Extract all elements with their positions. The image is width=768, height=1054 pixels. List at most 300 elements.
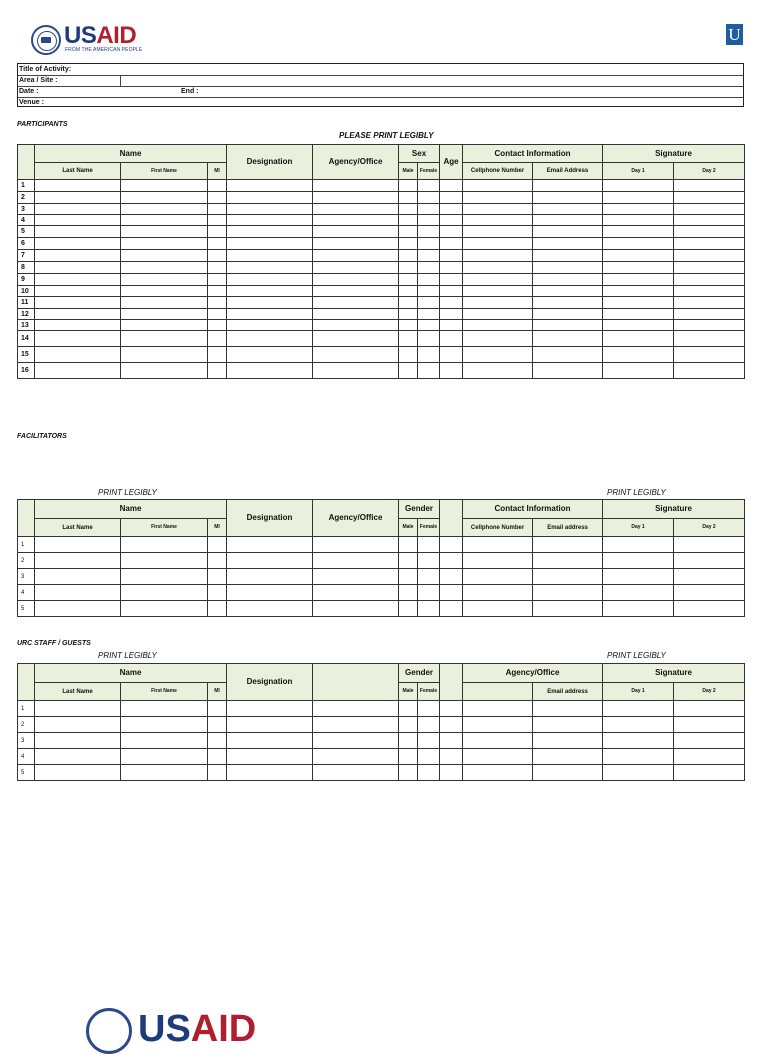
form-cell[interactable] <box>313 180 399 192</box>
form-cell[interactable] <box>35 331 121 347</box>
form-cell[interactable] <box>121 297 208 309</box>
form-cell[interactable] <box>533 717 603 733</box>
form-cell[interactable] <box>533 553 603 569</box>
form-cell[interactable] <box>227 585 313 601</box>
form-cell[interactable] <box>603 320 674 331</box>
form-cell[interactable] <box>121 204 208 215</box>
form-cell[interactable] <box>208 331 227 347</box>
form-cell[interactable] <box>227 347 313 363</box>
form-cell[interactable] <box>399 749 418 765</box>
form-cell[interactable] <box>208 347 227 363</box>
form-cell[interactable] <box>208 585 227 601</box>
form-cell[interactable] <box>440 701 463 717</box>
form-cell[interactable] <box>35 537 121 553</box>
form-cell[interactable] <box>35 749 121 765</box>
form-cell[interactable] <box>35 192 121 204</box>
form-cell[interactable] <box>35 238 121 250</box>
form-cell[interactable] <box>227 320 313 331</box>
form-cell[interactable] <box>35 215 121 226</box>
form-cell[interactable] <box>399 569 418 585</box>
form-cell[interactable] <box>208 363 227 379</box>
form-cell[interactable] <box>440 601 463 617</box>
form-cell[interactable] <box>35 309 121 320</box>
form-cell[interactable] <box>674 347 745 363</box>
form-cell[interactable] <box>313 601 399 617</box>
form-cell[interactable] <box>463 537 533 553</box>
form-cell[interactable] <box>603 215 674 226</box>
form-cell[interactable] <box>208 204 227 215</box>
form-cell[interactable] <box>227 701 313 717</box>
form-cell[interactable] <box>418 733 440 749</box>
form-cell[interactable] <box>227 601 313 617</box>
form-cell[interactable] <box>440 286 463 297</box>
form-cell[interactable] <box>533 585 603 601</box>
form-cell[interactable] <box>227 192 313 204</box>
form-cell[interactable] <box>463 569 533 585</box>
form-cell[interactable] <box>440 363 463 379</box>
form-cell[interactable] <box>313 204 399 215</box>
form-cell[interactable] <box>463 320 533 331</box>
form-cell[interactable] <box>227 180 313 192</box>
form-cell[interactable] <box>603 701 674 717</box>
form-cell[interactable] <box>313 226 399 238</box>
form-cell[interactable] <box>533 180 603 192</box>
form-cell[interactable] <box>208 180 227 192</box>
form-cell[interactable] <box>463 286 533 297</box>
form-cell[interactable] <box>121 238 208 250</box>
form-cell[interactable] <box>603 226 674 238</box>
form-cell[interactable] <box>121 585 208 601</box>
form-cell[interactable] <box>121 226 208 238</box>
form-cell[interactable] <box>533 226 603 238</box>
form-cell[interactable] <box>440 215 463 226</box>
form-cell[interactable] <box>674 749 745 765</box>
form-cell[interactable] <box>674 537 745 553</box>
form-cell[interactable] <box>121 701 208 717</box>
form-cell[interactable] <box>399 320 418 331</box>
form-cell[interactable] <box>674 309 745 320</box>
form-cell[interactable] <box>463 331 533 347</box>
form-cell[interactable] <box>313 286 399 297</box>
form-cell[interactable] <box>227 749 313 765</box>
form-cell[interactable] <box>533 250 603 262</box>
form-cell[interactable] <box>533 537 603 553</box>
form-cell[interactable] <box>208 553 227 569</box>
form-cell[interactable] <box>399 180 418 192</box>
form-cell[interactable] <box>418 204 440 215</box>
form-cell[interactable] <box>227 274 313 286</box>
form-cell[interactable] <box>208 601 227 617</box>
form-cell[interactable] <box>603 238 674 250</box>
form-cell[interactable] <box>35 363 121 379</box>
form-cell[interactable] <box>440 331 463 347</box>
form-cell[interactable] <box>418 537 440 553</box>
form-cell[interactable] <box>35 733 121 749</box>
form-cell[interactable] <box>418 226 440 238</box>
form-cell[interactable] <box>121 717 208 733</box>
form-cell[interactable] <box>121 765 208 781</box>
form-cell[interactable] <box>440 569 463 585</box>
form-cell[interactable] <box>603 286 674 297</box>
form-cell[interactable] <box>418 601 440 617</box>
form-cell[interactable] <box>208 717 227 733</box>
form-cell[interactable] <box>463 553 533 569</box>
form-cell[interactable] <box>313 274 399 286</box>
form-cell[interactable] <box>35 701 121 717</box>
form-cell[interactable] <box>674 701 745 717</box>
form-cell[interactable] <box>533 363 603 379</box>
form-cell[interactable] <box>313 717 399 733</box>
form-cell[interactable] <box>674 215 745 226</box>
form-cell[interactable] <box>208 286 227 297</box>
form-cell[interactable] <box>208 320 227 331</box>
form-cell[interactable] <box>121 180 208 192</box>
form-cell[interactable] <box>399 297 418 309</box>
form-cell[interactable] <box>463 192 533 204</box>
form-cell[interactable] <box>121 537 208 553</box>
form-cell[interactable] <box>533 347 603 363</box>
form-cell[interactable] <box>463 204 533 215</box>
form-cell[interactable] <box>440 204 463 215</box>
form-cell[interactable] <box>208 765 227 781</box>
form-cell[interactable] <box>603 585 674 601</box>
form-cell[interactable] <box>440 749 463 765</box>
form-cell[interactable] <box>227 537 313 553</box>
form-cell[interactable] <box>418 250 440 262</box>
form-cell[interactable] <box>674 250 745 262</box>
form-cell[interactable] <box>418 749 440 765</box>
form-cell[interactable] <box>418 297 440 309</box>
form-cell[interactable] <box>418 180 440 192</box>
form-cell[interactable] <box>463 215 533 226</box>
form-cell[interactable] <box>418 320 440 331</box>
form-cell[interactable] <box>121 309 208 320</box>
form-cell[interactable] <box>440 262 463 274</box>
form-cell[interactable] <box>313 347 399 363</box>
form-cell[interactable] <box>399 733 418 749</box>
form-cell[interactable] <box>313 331 399 347</box>
form-cell[interactable] <box>227 553 313 569</box>
form-cell[interactable] <box>440 238 463 250</box>
form-cell[interactable] <box>121 733 208 749</box>
form-cell[interactable] <box>399 215 418 226</box>
form-cell[interactable] <box>533 701 603 717</box>
form-cell[interactable] <box>603 733 674 749</box>
form-cell[interactable] <box>121 274 208 286</box>
form-cell[interactable] <box>208 309 227 320</box>
form-cell[interactable] <box>674 262 745 274</box>
form-cell[interactable] <box>463 238 533 250</box>
form-cell[interactable] <box>674 585 745 601</box>
form-cell[interactable] <box>440 320 463 331</box>
form-cell[interactable] <box>463 309 533 320</box>
form-cell[interactable] <box>227 215 313 226</box>
form-cell[interactable] <box>440 180 463 192</box>
form-cell[interactable] <box>313 238 399 250</box>
form-cell[interactable] <box>533 749 603 765</box>
form-cell[interactable] <box>35 297 121 309</box>
form-cell[interactable] <box>208 238 227 250</box>
form-cell[interactable] <box>121 363 208 379</box>
form-cell[interactable] <box>440 226 463 238</box>
form-cell[interactable] <box>227 262 313 274</box>
form-cell[interactable] <box>35 180 121 192</box>
form-cell[interactable] <box>463 274 533 286</box>
form-cell[interactable] <box>463 585 533 601</box>
form-cell[interactable] <box>418 363 440 379</box>
form-cell[interactable] <box>674 717 745 733</box>
form-cell[interactable] <box>227 297 313 309</box>
form-cell[interactable] <box>603 601 674 617</box>
form-cell[interactable] <box>674 226 745 238</box>
form-cell[interactable] <box>418 765 440 781</box>
form-cell[interactable] <box>399 585 418 601</box>
form-cell[interactable] <box>440 553 463 569</box>
form-cell[interactable] <box>313 585 399 601</box>
form-cell[interactable] <box>418 192 440 204</box>
form-cell[interactable] <box>463 363 533 379</box>
form-cell[interactable] <box>121 347 208 363</box>
form-cell[interactable] <box>399 274 418 286</box>
form-cell[interactable] <box>603 347 674 363</box>
form-cell[interactable] <box>35 569 121 585</box>
form-cell[interactable] <box>463 250 533 262</box>
form-cell[interactable] <box>399 286 418 297</box>
form-cell[interactable] <box>208 569 227 585</box>
form-cell[interactable] <box>440 585 463 601</box>
form-cell[interactable] <box>313 701 399 717</box>
form-cell[interactable] <box>35 250 121 262</box>
form-cell[interactable] <box>418 309 440 320</box>
form-cell[interactable] <box>463 297 533 309</box>
form-cell[interactable] <box>440 717 463 733</box>
form-cell[interactable] <box>674 331 745 347</box>
form-cell[interactable] <box>313 363 399 379</box>
form-cell[interactable] <box>533 192 603 204</box>
form-cell[interactable] <box>121 749 208 765</box>
form-cell[interactable] <box>674 238 745 250</box>
form-cell[interactable] <box>674 274 745 286</box>
form-cell[interactable] <box>208 274 227 286</box>
form-cell[interactable] <box>399 347 418 363</box>
form-cell[interactable] <box>121 553 208 569</box>
form-cell[interactable] <box>674 733 745 749</box>
form-cell[interactable] <box>533 309 603 320</box>
form-cell[interactable] <box>399 309 418 320</box>
form-cell[interactable] <box>603 204 674 215</box>
form-cell[interactable] <box>674 286 745 297</box>
form-cell[interactable] <box>35 717 121 733</box>
form-cell[interactable] <box>399 250 418 262</box>
form-cell[interactable] <box>603 749 674 765</box>
form-cell[interactable] <box>440 309 463 320</box>
form-cell[interactable] <box>399 765 418 781</box>
form-cell[interactable] <box>463 717 533 733</box>
form-cell[interactable] <box>418 215 440 226</box>
form-cell[interactable] <box>674 320 745 331</box>
form-cell[interactable] <box>35 204 121 215</box>
form-cell[interactable] <box>313 569 399 585</box>
form-cell[interactable] <box>35 286 121 297</box>
form-cell[interactable] <box>313 250 399 262</box>
form-cell[interactable] <box>674 180 745 192</box>
form-cell[interactable] <box>227 569 313 585</box>
form-cell[interactable] <box>208 262 227 274</box>
form-cell[interactable] <box>121 262 208 274</box>
form-cell[interactable] <box>313 733 399 749</box>
form-cell[interactable] <box>674 569 745 585</box>
form-cell[interactable] <box>208 297 227 309</box>
form-cell[interactable] <box>418 286 440 297</box>
form-cell[interactable] <box>440 274 463 286</box>
form-cell[interactable] <box>418 331 440 347</box>
form-cell[interactable] <box>533 601 603 617</box>
form-cell[interactable] <box>463 601 533 617</box>
form-cell[interactable] <box>227 204 313 215</box>
form-cell[interactable] <box>603 363 674 379</box>
form-cell[interactable] <box>533 286 603 297</box>
form-cell[interactable] <box>35 601 121 617</box>
form-cell[interactable] <box>463 749 533 765</box>
form-cell[interactable] <box>121 320 208 331</box>
form-cell[interactable] <box>674 363 745 379</box>
form-cell[interactable] <box>227 331 313 347</box>
form-cell[interactable] <box>313 215 399 226</box>
form-cell[interactable] <box>440 537 463 553</box>
form-cell[interactable] <box>533 297 603 309</box>
form-cell[interactable] <box>399 204 418 215</box>
form-cell[interactable] <box>603 250 674 262</box>
form-cell[interactable] <box>533 215 603 226</box>
form-cell[interactable] <box>603 717 674 733</box>
form-cell[interactable] <box>674 297 745 309</box>
form-cell[interactable] <box>533 331 603 347</box>
form-cell[interactable] <box>313 749 399 765</box>
form-cell[interactable] <box>533 320 603 331</box>
form-cell[interactable] <box>463 262 533 274</box>
form-cell[interactable] <box>603 309 674 320</box>
form-cell[interactable] <box>440 192 463 204</box>
form-cell[interactable] <box>208 192 227 204</box>
form-cell[interactable] <box>603 274 674 286</box>
form-cell[interactable] <box>399 192 418 204</box>
form-cell[interactable] <box>121 601 208 617</box>
form-cell[interactable] <box>399 601 418 617</box>
form-cell[interactable] <box>121 215 208 226</box>
form-cell[interactable] <box>227 309 313 320</box>
form-cell[interactable] <box>313 192 399 204</box>
form-cell[interactable] <box>227 363 313 379</box>
form-cell[interactable] <box>121 286 208 297</box>
form-cell[interactable] <box>208 749 227 765</box>
form-cell[interactable] <box>603 180 674 192</box>
form-cell[interactable] <box>313 262 399 274</box>
form-cell[interactable] <box>533 733 603 749</box>
form-cell[interactable] <box>35 226 121 238</box>
form-cell[interactable] <box>418 585 440 601</box>
form-cell[interactable] <box>463 347 533 363</box>
form-cell[interactable] <box>418 238 440 250</box>
form-cell[interactable] <box>399 537 418 553</box>
form-cell[interactable] <box>399 363 418 379</box>
form-cell[interactable] <box>313 553 399 569</box>
form-cell[interactable] <box>533 204 603 215</box>
form-cell[interactable] <box>313 320 399 331</box>
form-cell[interactable] <box>208 250 227 262</box>
form-cell[interactable] <box>418 347 440 363</box>
form-cell[interactable] <box>35 274 121 286</box>
form-cell[interactable] <box>399 238 418 250</box>
form-cell[interactable] <box>35 765 121 781</box>
form-cell[interactable] <box>418 274 440 286</box>
form-cell[interactable] <box>399 331 418 347</box>
form-cell[interactable] <box>463 733 533 749</box>
form-cell[interactable] <box>418 569 440 585</box>
form-cell[interactable] <box>463 701 533 717</box>
form-cell[interactable] <box>399 226 418 238</box>
form-cell[interactable] <box>35 320 121 331</box>
form-cell[interactable] <box>603 765 674 781</box>
form-cell[interactable] <box>208 226 227 238</box>
form-cell[interactable] <box>533 274 603 286</box>
form-cell[interactable] <box>227 765 313 781</box>
form-cell[interactable] <box>399 701 418 717</box>
form-cell[interactable] <box>227 733 313 749</box>
form-cell[interactable] <box>313 765 399 781</box>
form-cell[interactable] <box>440 733 463 749</box>
form-cell[interactable] <box>603 331 674 347</box>
form-cell[interactable] <box>533 238 603 250</box>
form-cell[interactable] <box>418 717 440 733</box>
form-cell[interactable] <box>208 537 227 553</box>
form-cell[interactable] <box>313 297 399 309</box>
form-cell[interactable] <box>674 601 745 617</box>
form-cell[interactable] <box>674 765 745 781</box>
form-cell[interactable] <box>121 569 208 585</box>
form-cell[interactable] <box>463 180 533 192</box>
form-cell[interactable] <box>208 215 227 226</box>
form-cell[interactable] <box>603 192 674 204</box>
form-cell[interactable] <box>533 262 603 274</box>
form-cell[interactable] <box>35 347 121 363</box>
form-cell[interactable] <box>603 297 674 309</box>
form-cell[interactable] <box>227 238 313 250</box>
form-cell[interactable] <box>440 765 463 781</box>
form-cell[interactable] <box>121 192 208 204</box>
form-cell[interactable] <box>603 537 674 553</box>
form-cell[interactable] <box>227 226 313 238</box>
form-cell[interactable] <box>603 553 674 569</box>
form-cell[interactable] <box>313 537 399 553</box>
form-cell[interactable] <box>440 297 463 309</box>
form-cell[interactable] <box>121 331 208 347</box>
form-cell[interactable] <box>208 733 227 749</box>
form-cell[interactable] <box>208 701 227 717</box>
form-cell[interactable] <box>603 262 674 274</box>
form-cell[interactable] <box>35 585 121 601</box>
form-cell[interactable] <box>399 717 418 733</box>
form-cell[interactable] <box>399 553 418 569</box>
form-cell[interactable] <box>227 250 313 262</box>
form-cell[interactable] <box>674 192 745 204</box>
form-cell[interactable] <box>35 553 121 569</box>
form-cell[interactable] <box>418 701 440 717</box>
form-cell[interactable] <box>227 286 313 297</box>
form-cell[interactable] <box>35 262 121 274</box>
form-cell[interactable] <box>418 553 440 569</box>
form-cell[interactable] <box>440 250 463 262</box>
form-cell[interactable] <box>313 309 399 320</box>
